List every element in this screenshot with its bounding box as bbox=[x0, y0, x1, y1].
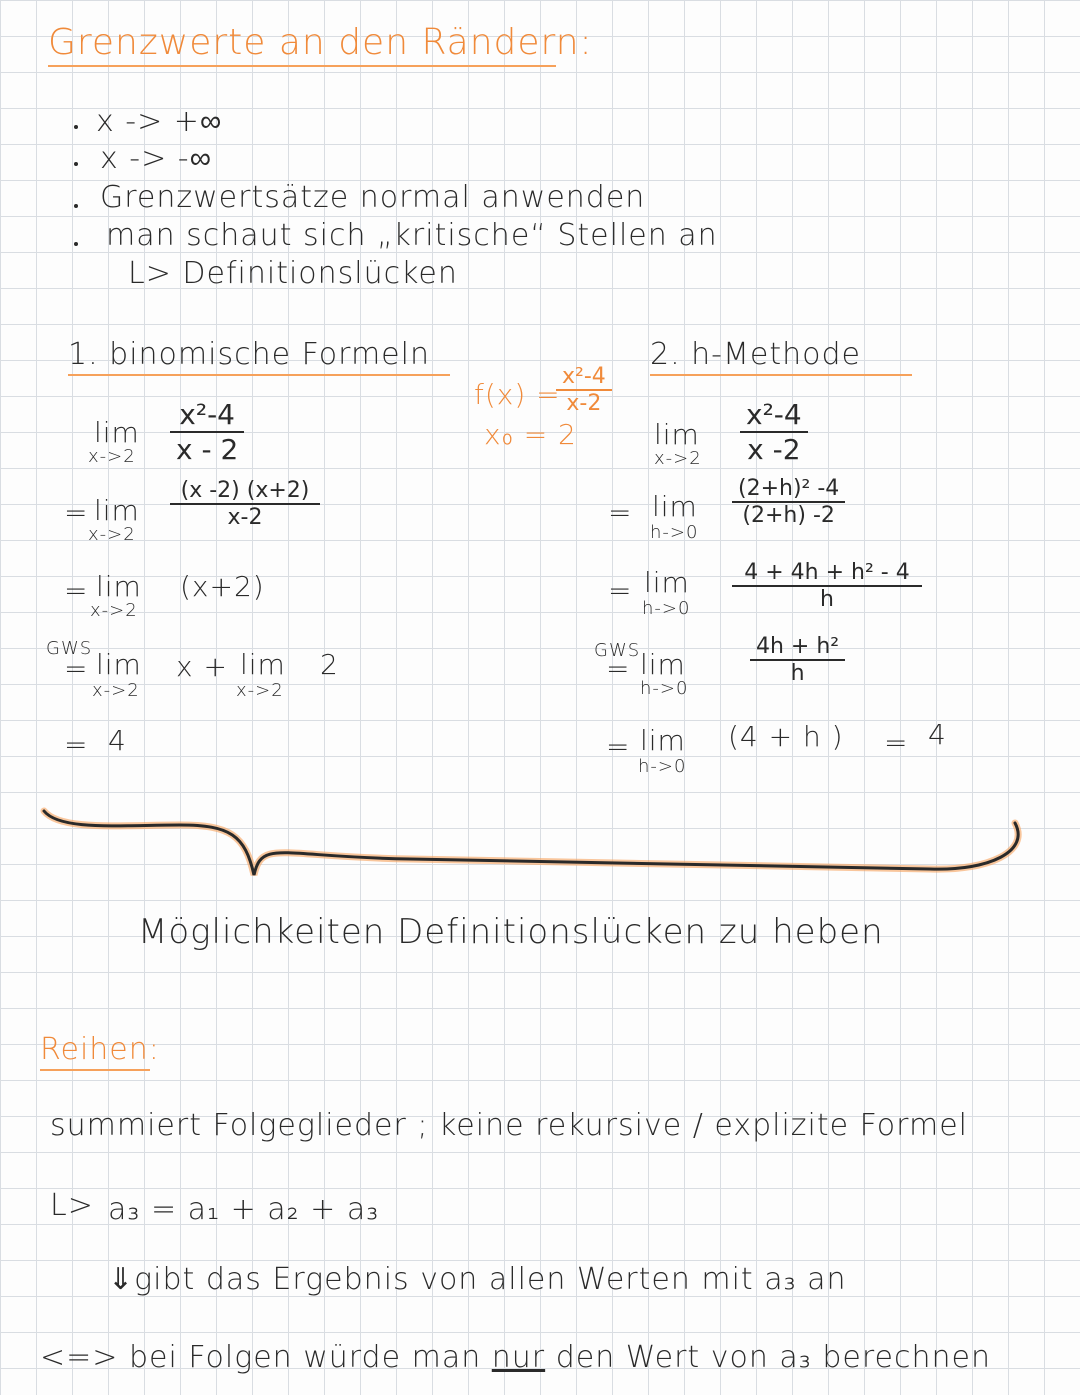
bullet-item: man schaut sich „kritische“ Stellen an bbox=[106, 218, 718, 253]
fraction bbox=[170, 478, 320, 530]
lim-subscript: x->2 bbox=[88, 524, 136, 545]
lim-symbol: lim bbox=[94, 416, 140, 449]
lim-subscript: h->0 bbox=[638, 756, 687, 777]
lim-subscript: h->0 bbox=[640, 678, 689, 699]
x0-value: x₀ = 2 bbox=[484, 418, 577, 451]
lim-subscript: x->2 bbox=[654, 448, 702, 469]
limit-expression: (4 + h ) bbox=[728, 720, 844, 753]
bullet-item: x -> -∞ bbox=[100, 141, 212, 176]
equals-sign: = bbox=[606, 730, 631, 763]
fraction-numerator: x²-4 bbox=[746, 398, 802, 431]
fraction-denominator: x -2 bbox=[747, 433, 801, 466]
limit-term: x + bbox=[176, 650, 228, 683]
lim-subscript: x->2 bbox=[236, 680, 284, 701]
equals-sign: = bbox=[64, 496, 89, 529]
function-definition: f(x) = bbox=[474, 378, 561, 411]
lim-symbol: lim bbox=[654, 418, 700, 451]
fraction-numerator: 4h + h² bbox=[756, 634, 840, 659]
lim-symbol: lim bbox=[240, 648, 286, 681]
equals-sign: = bbox=[884, 726, 909, 759]
lim-symbol: lim bbox=[644, 566, 690, 599]
gws-note: GWS bbox=[594, 640, 641, 661]
bullet-item: Grenzwertsätze normal anwenden bbox=[100, 180, 646, 215]
method2-title: 2. h-Methode bbox=[650, 337, 912, 376]
section-heading: Reihen: bbox=[40, 1032, 150, 1071]
method2-result: 4 bbox=[928, 718, 947, 751]
fraction bbox=[732, 560, 922, 612]
fraction bbox=[170, 398, 244, 466]
equals-sign: = bbox=[608, 574, 633, 607]
lim-symbol: lim bbox=[96, 570, 142, 603]
reihen-description: summiert Folgeglieder ; keine rekursive / explizite Formel bbox=[50, 1108, 968, 1143]
equals-sign: = bbox=[64, 574, 89, 607]
equals-sign: = bbox=[64, 728, 89, 761]
comparison-text: <=> bei Folgen würde man bbox=[40, 1340, 482, 1375]
lim-symbol: lim bbox=[652, 490, 698, 523]
fraction-numerator: (2+h)² -4 bbox=[738, 476, 840, 501]
equals-sign: = bbox=[606, 652, 631, 685]
fraction-numerator: 4 + 4h + h² - 4 bbox=[744, 560, 910, 585]
series-formula: a₃ = a₁ + a₂ + a₃ bbox=[108, 1192, 380, 1227]
bullet-dot bbox=[74, 125, 78, 129]
brace-caption: Möglichkeiten Definitionslücken zu heben bbox=[138, 912, 884, 952]
limit-expression: (x+2) bbox=[180, 570, 265, 603]
lim-subscript: h->0 bbox=[642, 598, 691, 619]
fraction-denominator: x-2 bbox=[566, 391, 602, 416]
limit-term: 2 bbox=[320, 648, 339, 681]
lim-symbol: lim bbox=[94, 494, 140, 527]
arrow-symbol: L> bbox=[50, 1188, 94, 1223]
fraction-denominator: (2+h) -2 bbox=[742, 503, 835, 528]
equals-sign: = bbox=[608, 496, 633, 529]
emphasis-word: nur bbox=[491, 1340, 546, 1375]
page-title: Grenzwerte an den Rändern: bbox=[48, 22, 556, 67]
lim-symbol: lim bbox=[640, 648, 686, 681]
fraction-denominator: h bbox=[790, 661, 805, 686]
equals-sign: = bbox=[64, 652, 89, 685]
fraction-numerator: (x -2) (x+2) bbox=[180, 478, 310, 503]
sequence-comparison bbox=[40, 1340, 991, 1375]
lim-subscript: x->2 bbox=[90, 600, 138, 621]
lim-subscript: x->2 bbox=[92, 680, 140, 701]
fraction bbox=[732, 476, 845, 528]
method1-result: 4 bbox=[108, 724, 127, 757]
curly-brace bbox=[30, 795, 1040, 895]
fraction-numerator: x²-4 bbox=[179, 398, 235, 431]
lim-symbol: lim bbox=[640, 724, 686, 757]
comparison-text: den Wert von a₃ berechnen bbox=[555, 1340, 991, 1375]
bullet-dot bbox=[74, 162, 78, 166]
fraction bbox=[750, 634, 845, 686]
bullet-item: x -> +∞ bbox=[96, 104, 223, 139]
lim-subscript: x->2 bbox=[88, 446, 136, 467]
fraction bbox=[740, 398, 808, 466]
gws-note: GWS bbox=[46, 638, 93, 659]
fraction-numerator: x²-4 bbox=[562, 364, 606, 389]
fraction-denominator: h bbox=[820, 587, 834, 612]
bullet-subitem: L> Definitionslücken bbox=[128, 256, 458, 291]
series-explanation: ⇓gibt das Ergebnis von allen Werten mit a₃ an bbox=[108, 1262, 847, 1297]
fraction-denominator: x-2 bbox=[227, 505, 263, 530]
lim-subscript: h->0 bbox=[650, 522, 699, 543]
lim-symbol: lim bbox=[96, 648, 142, 681]
bullet-dot bbox=[74, 242, 78, 246]
function-fraction bbox=[556, 364, 612, 416]
method1-title: 1. binomische Formeln bbox=[68, 337, 450, 376]
fraction-denominator: x - 2 bbox=[176, 433, 239, 466]
bullet-dot bbox=[74, 204, 78, 208]
